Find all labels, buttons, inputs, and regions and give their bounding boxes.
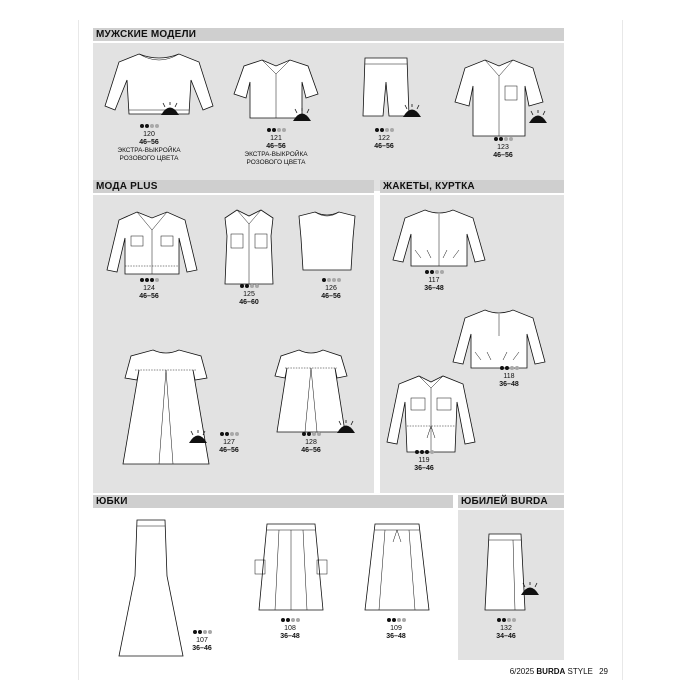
- pattern-125[interactable]: [219, 284, 279, 307]
- garment-123-drawing: [453, 56, 545, 140]
- pattern-sizes: 46–56: [266, 143, 286, 150]
- page-footer: [510, 667, 608, 676]
- pattern-sizes: 36–48: [424, 285, 444, 292]
- page-number: 29: [599, 667, 608, 676]
- pattern-sizes: 36–48: [499, 381, 519, 388]
- pincushion-icon: [159, 102, 181, 116]
- difficulty-dots: [371, 618, 421, 624]
- pattern-sizes: 36–46: [192, 645, 212, 652]
- difficulty-dots: [219, 284, 279, 290]
- difficulty-dots: [119, 278, 179, 284]
- catalog-page: [78, 20, 623, 680]
- pattern-number: 127: [223, 439, 235, 446]
- pattern-number: 124: [143, 285, 155, 292]
- section-title-plus: МОДА PLUS: [93, 180, 374, 193]
- difficulty-dots: [177, 630, 227, 636]
- pattern-number: 109: [390, 625, 402, 632]
- section-title-men: МУЖСКИЕ МОДЕЛИ: [93, 28, 564, 41]
- garment-117-drawing: [391, 206, 487, 272]
- pattern-sizes: 46–56: [321, 293, 341, 300]
- extra-pattern-label: ЭКСТРА-ВЫКРОЙКА: [117, 147, 181, 154]
- pattern-number: 120: [143, 131, 155, 138]
- difficulty-dots: [344, 128, 424, 134]
- garment-132-drawing: [481, 530, 531, 614]
- difficulty-dots: [481, 618, 531, 624]
- garment-125-drawing: [219, 206, 279, 288]
- difficulty-dots: [231, 128, 321, 134]
- pattern-sizes: 46–56: [374, 143, 394, 150]
- pattern-121[interactable]: [231, 128, 321, 166]
- pattern-number: 125: [243, 291, 255, 298]
- extra-pattern-label: ЭКСТРА-ВЫКРОЙКА: [244, 151, 308, 158]
- garment-108-drawing: [253, 520, 329, 616]
- difficulty-dots: [399, 450, 449, 456]
- pattern-number: 121: [270, 135, 282, 142]
- pattern-sizes: 46–56: [139, 139, 159, 146]
- pattern-number: 119: [418, 457, 430, 464]
- pattern-124[interactable]: [119, 278, 179, 301]
- pincushion-icon: [527, 110, 549, 124]
- pattern-number: 107: [196, 637, 208, 644]
- difficulty-dots: [281, 432, 341, 438]
- pattern-number: 123: [497, 144, 509, 151]
- pattern-sizes: 36–48: [386, 633, 406, 640]
- pattern-sizes: 34–46: [496, 633, 516, 640]
- pattern-127[interactable]: [199, 432, 259, 455]
- pattern-108[interactable]: [265, 618, 315, 641]
- garment-126-drawing: [295, 208, 359, 278]
- pattern-120[interactable]: [104, 124, 194, 162]
- pattern-number: 128: [305, 439, 317, 446]
- pattern-number: 122: [378, 135, 390, 142]
- difficulty-dots: [409, 270, 459, 276]
- difficulty-dots: [199, 432, 259, 438]
- pattern-number: 132: [500, 625, 512, 632]
- difficulty-dots: [301, 278, 361, 284]
- pattern-123[interactable]: [463, 137, 543, 160]
- pattern-117[interactable]: [409, 270, 459, 293]
- section-title-jackets: ЖАКЕТЫ, КУРТКА: [380, 180, 564, 193]
- pattern-sizes: 46–56: [493, 152, 513, 159]
- pattern-sizes: 46–60: [239, 299, 259, 306]
- section-title-skirts: ЮБКИ: [93, 495, 453, 508]
- pincushion-icon: [519, 582, 541, 596]
- difficulty-dots: [104, 124, 194, 130]
- pattern-119[interactable]: [399, 450, 449, 473]
- pattern-109[interactable]: [371, 618, 421, 641]
- pattern-sizes: 36–46: [414, 465, 434, 472]
- pattern-122[interactable]: [344, 128, 424, 151]
- garment-124-drawing: [103, 208, 201, 282]
- pincushion-icon: [291, 108, 313, 122]
- pincushion-icon: [401, 104, 423, 118]
- pattern-107[interactable]: [177, 630, 227, 653]
- difficulty-dots: [463, 137, 543, 143]
- pattern-sizes: 46–56: [219, 447, 239, 454]
- garment-119-drawing: [383, 372, 479, 458]
- pattern-number: 118: [503, 373, 515, 380]
- pattern-126[interactable]: [301, 278, 361, 301]
- pattern-132[interactable]: [481, 618, 531, 641]
- pattern-sizes: 36–48: [280, 633, 300, 640]
- difficulty-dots: [265, 618, 315, 624]
- pattern-128[interactable]: [281, 432, 341, 455]
- difficulty-dots: [484, 366, 534, 372]
- section-title-jubilee: ЮБИЛЕЙ BURDA: [458, 495, 564, 508]
- pattern-sizes: 46–56: [301, 447, 321, 454]
- pattern-number: 117: [428, 277, 440, 284]
- brand-name: BURDA: [536, 667, 566, 676]
- pattern-sizes: 46–56: [139, 293, 159, 300]
- issue-number: 6/2025: [509, 667, 535, 676]
- extra-pattern-label: РОЗОВОГО ЦВЕТА: [119, 154, 179, 162]
- pattern-118[interactable]: [484, 366, 534, 389]
- garment-118-drawing: [451, 306, 547, 374]
- brand-suffix: STYLE: [567, 667, 593, 676]
- extra-pattern-label: РОЗОВОГО ЦВЕТА: [246, 158, 306, 166]
- pattern-number: 108: [284, 625, 296, 632]
- pattern-number: 126: [325, 285, 337, 292]
- garment-109-drawing: [361, 520, 433, 616]
